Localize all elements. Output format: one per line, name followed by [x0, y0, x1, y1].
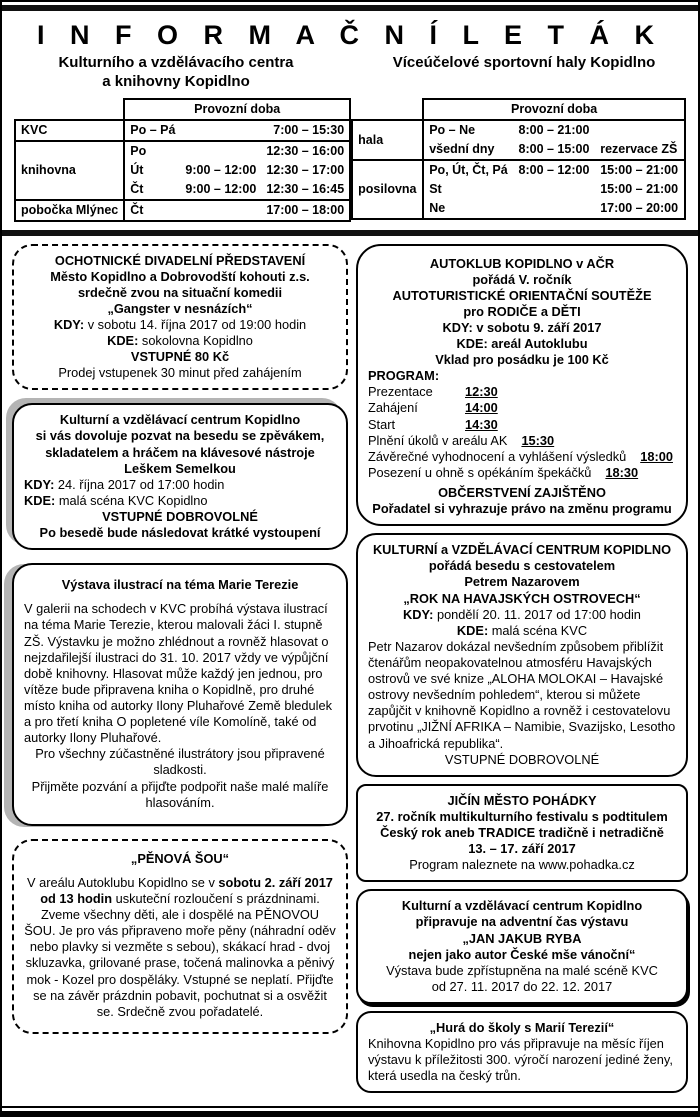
- program-item: Start: [368, 416, 396, 432]
- event-box-ryba-exhibition: [356, 889, 688, 1004]
- event-line: připravuje na adventní čas výstavu: [415, 914, 629, 930]
- time-cell: 8:00 – 21:00: [514, 120, 596, 140]
- event-line: skladatelem a hráčem na klávesové nástroje: [45, 444, 315, 460]
- where-label: KDE:: [456, 622, 489, 638]
- paragraph-part: V areálu Autoklubu Kopidlno se v: [27, 874, 219, 890]
- program-item: Posezení u ohně s opékáním špekáčků: [368, 464, 592, 480]
- event-admission: VSTUPNÉ 80 Kč: [130, 349, 230, 365]
- table-row: [352, 160, 685, 180]
- time-cell: 9:00 – 12:00: [185, 163, 257, 177]
- time-cell: [180, 141, 261, 161]
- event-title: „Hurá do školy s Marií Terezií“: [429, 1019, 615, 1035]
- event-line: AUTOTURISTICKÉ ORIENTAČNÍ SOUTĚŽE: [392, 287, 652, 303]
- day-cell: Po: [124, 141, 180, 161]
- day-cell: všední dny: [423, 140, 513, 160]
- program-item: Plnění úkolů v areálu AK: [368, 432, 508, 448]
- paragraph-bold-date: sobotu 2. září 2017 od 13 hodin: [40, 874, 333, 906]
- time-cell: 7:00 – 15:30: [261, 120, 350, 141]
- event-line: 27. ročník multikulturního festivalu s podtitulem: [376, 808, 668, 824]
- time-cell: [180, 200, 261, 221]
- event-paragraph: Knihovna Kopidlno pro vás připravuje na měsíc říjen výstavu k příležitosti 300. výročí narození jediné ženy, která usedla na český trůn.: [368, 1036, 673, 1084]
- event-box-exhibition-marie-terezie: [12, 563, 348, 826]
- row-label: pobočka Mlýnec: [15, 200, 124, 221]
- event-line: Petrem Nazarovem: [464, 574, 580, 590]
- opening-hours-section: [2, 98, 698, 222]
- where-value: malá scéna KVC: [488, 622, 588, 638]
- day-cell: Čt: [124, 180, 180, 200]
- day-cell: Ne: [423, 199, 513, 219]
- time-cell: [595, 120, 685, 140]
- event-when: KDY: v sobotu 9. září 2017: [442, 319, 602, 335]
- when-label: KDY:: [403, 606, 434, 622]
- table-row: [15, 120, 350, 141]
- day-cell: Po – Pá: [124, 120, 180, 141]
- program-row: [368, 433, 676, 449]
- program-item: Závěrečné vyhodnocení a vyhlášení výsledků: [368, 448, 627, 464]
- event-box-hura-do-skoly: [356, 1011, 688, 1093]
- event-line: Český rok aneb TRADICE tradičně i netradičně: [380, 825, 664, 840]
- hours-table-sport-hall: [351, 98, 686, 220]
- hours-table-kvc-library: [14, 98, 351, 222]
- day-cell: St: [429, 182, 442, 196]
- event-when: [368, 607, 676, 623]
- program-time: 18:00: [640, 448, 673, 464]
- day-cell: Po – Ne: [423, 120, 513, 140]
- time-cell: 9:00 – 12:00: [180, 180, 261, 200]
- event-website-note: Program naleznete na www.pohadka.cz: [409, 857, 635, 873]
- when-value: v sobotu 14. října 2017 od 19:00 hodin: [84, 316, 307, 332]
- event-title: Kulturní a vzdělávací centrum Kopidlno: [401, 898, 643, 914]
- table-header-provozni-doba: Provozní doba: [423, 99, 685, 120]
- left-column: [12, 244, 348, 1101]
- event-box-semelka: [12, 403, 348, 550]
- event-when: [24, 477, 336, 493]
- program-time: 14:30: [465, 416, 498, 432]
- time-cell: rezervace ZŠ: [595, 140, 685, 160]
- event-date: od 27. 11. 2017 do 22. 12. 2017: [431, 978, 613, 994]
- empty-cell: [15, 99, 124, 120]
- where-value: malá scéna KVC Kopidlno: [55, 492, 208, 508]
- program-time: 18:30: [605, 464, 639, 480]
- time-cell: 17:00 – 18:00: [261, 200, 350, 221]
- table-row: [352, 120, 685, 140]
- event-fee: Vklad pro posádku je 100 Kč: [435, 352, 609, 368]
- event-line: si vás dovoluje pozvat na besedu se zpěvákem,: [35, 428, 325, 444]
- event-line: nejen jako autor České mše vánoční“: [408, 946, 636, 962]
- program-time: 14:00: [465, 400, 498, 416]
- event-admission: VSTUPNÉ DOBROVOLNÉ: [102, 509, 258, 525]
- where-value: sokolovna Kopidlno: [138, 333, 253, 349]
- subtitle-left-line2: a knihovny Kopidlno: [102, 72, 250, 90]
- bottom-double-divider: [2, 1106, 698, 1115]
- event-line: Město Kopidlno a Dobrovodští kohouti z.s.: [50, 268, 310, 284]
- page-title: I N F O R M A Č N Í L E T Á K: [36, 20, 663, 50]
- day-cell: Út: [130, 163, 144, 177]
- time-cell: [180, 120, 261, 141]
- event-where: [24, 333, 336, 349]
- event-line: „JAN JAKUB RYBA: [462, 930, 582, 946]
- time-cell: 15:00 – 21:00: [595, 160, 685, 180]
- event-note: Pro všechny zúčastněné ilustrátory jsou připravené sladkosti.: [35, 746, 325, 778]
- event-line: pořádá V. ročník: [472, 271, 572, 287]
- event-box-jicin-festival: [356, 784, 688, 883]
- row-label: knihovna: [15, 141, 124, 200]
- time-cell: 17:00 – 20:00: [595, 199, 685, 219]
- program-label: PROGRAM:: [368, 368, 440, 384]
- table-row: [15, 200, 350, 221]
- empty-cell: [352, 99, 423, 120]
- event-title: JIČÍN MĚSTO POHÁDKY: [447, 792, 597, 808]
- event-title: „PĚNOVÁ ŠOU“: [130, 850, 230, 866]
- where-label: KDE:: [24, 492, 56, 508]
- program-row: [368, 449, 676, 465]
- program-row: [368, 465, 676, 481]
- event-title: AUTOKLUB KOPIDLNO v AČR: [429, 255, 615, 271]
- event-title: KULTURNÍ a VZDĚLÁVACÍ CENTRUM KOPIDLNO: [372, 542, 672, 558]
- time-cell: 8:00 – 12:00: [518, 163, 590, 177]
- event-where: [24, 493, 336, 509]
- event-date: 13. – 17. září 2017: [468, 841, 576, 857]
- where-label: KDE:: [107, 333, 139, 349]
- time-cell: [514, 199, 596, 219]
- event-line: Leškem Semelkou: [124, 460, 236, 476]
- row-label: KVC: [15, 120, 124, 141]
- event-line: pořádá besedu s cestovatelem: [428, 558, 616, 574]
- time-cell: 8:00 – 15:00: [514, 140, 596, 160]
- table-header-provozni-doba: Provozní doba: [124, 99, 350, 120]
- when-value: 24. října 2017 od 17:00 hodin: [54, 476, 225, 492]
- time-cell: 15:00 – 21:00: [595, 180, 685, 199]
- event-title: OCHOTNICKÉ DIVADELNÍ PŘEDSTAVENÍ: [54, 252, 306, 268]
- time-cell: 12:30 – 16:45: [261, 180, 350, 200]
- event-note: Po besedě bude následovat krátké vystoupení: [39, 525, 321, 541]
- event-note: Přijměte pozvání a přijďte podpořit naše malé malíře hlasováním.: [31, 778, 329, 810]
- subtitle-right: Víceúčelové sportovní haly Kopidlno: [392, 54, 656, 71]
- row-label: posilovna: [352, 160, 423, 219]
- event-note: Výstava bude zpřístupněna na malé scéně KVC: [386, 962, 658, 978]
- table-row: [15, 141, 350, 161]
- when-label: KDY:: [24, 476, 55, 492]
- time-cell: 12:30 – 17:00: [261, 161, 350, 180]
- program-row: [368, 400, 676, 416]
- event-line: „ROK NA HAVAJSKÝCH OSTROVECH“: [403, 590, 641, 606]
- section-divider-bar: [2, 230, 698, 236]
- subtitles-row: [2, 54, 698, 92]
- event-box-theatre: [12, 244, 348, 391]
- event-box-autoklub: [356, 244, 688, 527]
- right-column: [356, 244, 688, 1101]
- event-title: Výstava ilustrací na téma Marie Terezie: [61, 577, 299, 593]
- program-time: 12:30: [465, 384, 498, 400]
- subtitle-left: [2, 54, 350, 92]
- day-cell: Po, Út, Čt, Pá: [429, 163, 508, 177]
- program-row: [368, 417, 676, 433]
- day-cell: Čt: [124, 200, 180, 221]
- event-box-nazarov: [356, 533, 688, 777]
- event-paragraph: [24, 875, 336, 1020]
- event-when: [24, 317, 336, 333]
- event-box-foam-show: [12, 839, 348, 1034]
- event-where: [368, 623, 676, 639]
- event-line: pro RODIČE a DĚTI: [463, 303, 581, 319]
- event-title: Kulturní a vzdělávací centrum Kopidlno: [59, 412, 301, 428]
- program-item: Zahájení: [368, 400, 418, 416]
- event-paragraph: V galerii na schodech v KVC probíhá výstava ilustrací na téma Marie Terezie, kterou malovali žáci I. stupně ZŠ. Výstavku je možno zhlédnout a rovněž hlasovat o nejzdařilejší ilustraci do 31. 10. 2017 vždy ve výpůjční době knihovny. Hlasovat může každý jen jednou, pro vítěze bude připravena kniha o Kopidlně, pro druhé místo kniha od autorky Ilony Pluhařové Země bledulek a pro třetí kniha O popletené víle Komolíně, také od autorky Ilony Pluhařové.: [24, 601, 333, 746]
- program-row: [368, 384, 676, 400]
- when-label: KDY:: [53, 316, 85, 332]
- event-where: KDE: areál Autoklubu: [456, 336, 588, 352]
- row-label: hala: [352, 120, 423, 160]
- when-value: pondělí 20. 11. 2017 od 17:00 hodin: [433, 606, 641, 622]
- event-line: „Gangster v nesnázích“: [107, 300, 253, 316]
- time-cell: 12:30 – 16:00: [261, 141, 350, 161]
- event-note: OBČERSTVENÍ ZAJIŠTĚNO: [438, 485, 606, 501]
- program-item: Prezentace: [368, 384, 433, 400]
- paragraph-part: uskuteční rozloučení s prázdninami. Zveme všechny děti, ale i dospělé na PĚNOVOU ŠOU. Je pro vás připraveno moře pěny (náhradní oděv nebo plavky si vezměte s sebou), skákací hrad - dvoj skluzavka, grilované prase, točená malinovka a pěnivý mok - Kozel pro dospěláky. Vstupné se neplatí. Přijďte se na závěr prázdnin pobavit, pochutnat si a osvěžit se. Srdečně zvou pořadatelé.: [24, 891, 336, 1019]
- time-cell: [514, 180, 596, 199]
- event-note: Prodej vstupenek 30 minut před zahájením: [58, 365, 302, 381]
- event-admission: VSTUPNÉ DOBROVOLNÉ: [444, 751, 600, 767]
- program-time: 15:30: [521, 432, 555, 448]
- event-line: srdečně zvou na situační komedii: [77, 284, 283, 300]
- top-divider-bar: [2, 5, 698, 11]
- event-note: Pořadatel si vyhrazuje právo na změnu programu: [372, 501, 672, 517]
- event-paragraph: Petr Nazarov dokázal nevšedním způsobem přiblížit čtenářům neopakovatelnou atmosféru Havajských ostrovů ve své knize „ALOHA MOLOKAI – Havajské ostrovy nevšedním pohledem“, kterou si můžete zapůjčit v knihovně Kopidlno a rovněž i cestovatelovu prvotinu „JIŽNÍ AFRIKA – Namibie, Svazijsko, Lesotho a Jihoafrická republika“.: [368, 638, 676, 751]
- content-columns: [2, 244, 698, 1101]
- subtitle-left-line1: Kulturního a vzdělávacího centra: [58, 54, 294, 71]
